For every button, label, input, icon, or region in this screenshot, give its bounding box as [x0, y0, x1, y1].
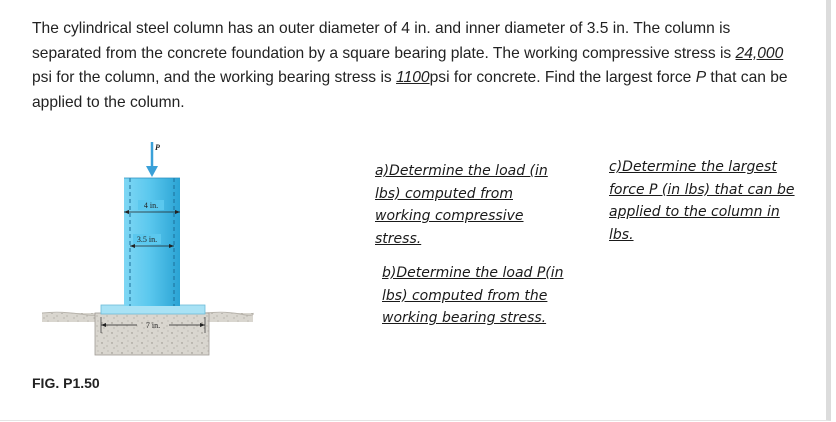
figure-caption: FIG. P1.50: [32, 375, 100, 391]
compressive-stress-value: 24,000: [735, 44, 784, 62]
question-a: a)Determine the load (in lbs) computed from working compressive stress.: [375, 163, 548, 247]
problem-text-4: that can be applied to the column.: [32, 69, 788, 111]
problem-text-2: psi for the column, and the working bearing stress is: [32, 69, 397, 86]
inner-diameter-label: 3.5 in.: [136, 235, 158, 244]
problem-text-3: psi for concrete. Find the largest force: [429, 69, 696, 86]
problem-text-1: The cylindrical steel column has an outer diameter of 4 in. and inner diameter of 3.5 in. The column is separated from the concrete foundation by a square bearing plate. The working compressive stress is: [32, 20, 736, 62]
question-b: b)Determine the load P(in lbs) computed from the working bearing stress.: [382, 265, 564, 326]
force-symbol: P: [695, 69, 707, 86]
load-label: P: [155, 143, 160, 152]
plate-width-label: 7 in.: [145, 321, 161, 330]
question-c: c)Determine the largest force P (in lbs) that can be applied to the column in lbs.: [609, 159, 795, 243]
concrete-footing: [95, 313, 209, 355]
outer-diameter-label: 4 in.: [143, 201, 159, 210]
bearing-stress-value: 1100: [396, 69, 430, 86]
bearing-plate: [101, 305, 205, 314]
